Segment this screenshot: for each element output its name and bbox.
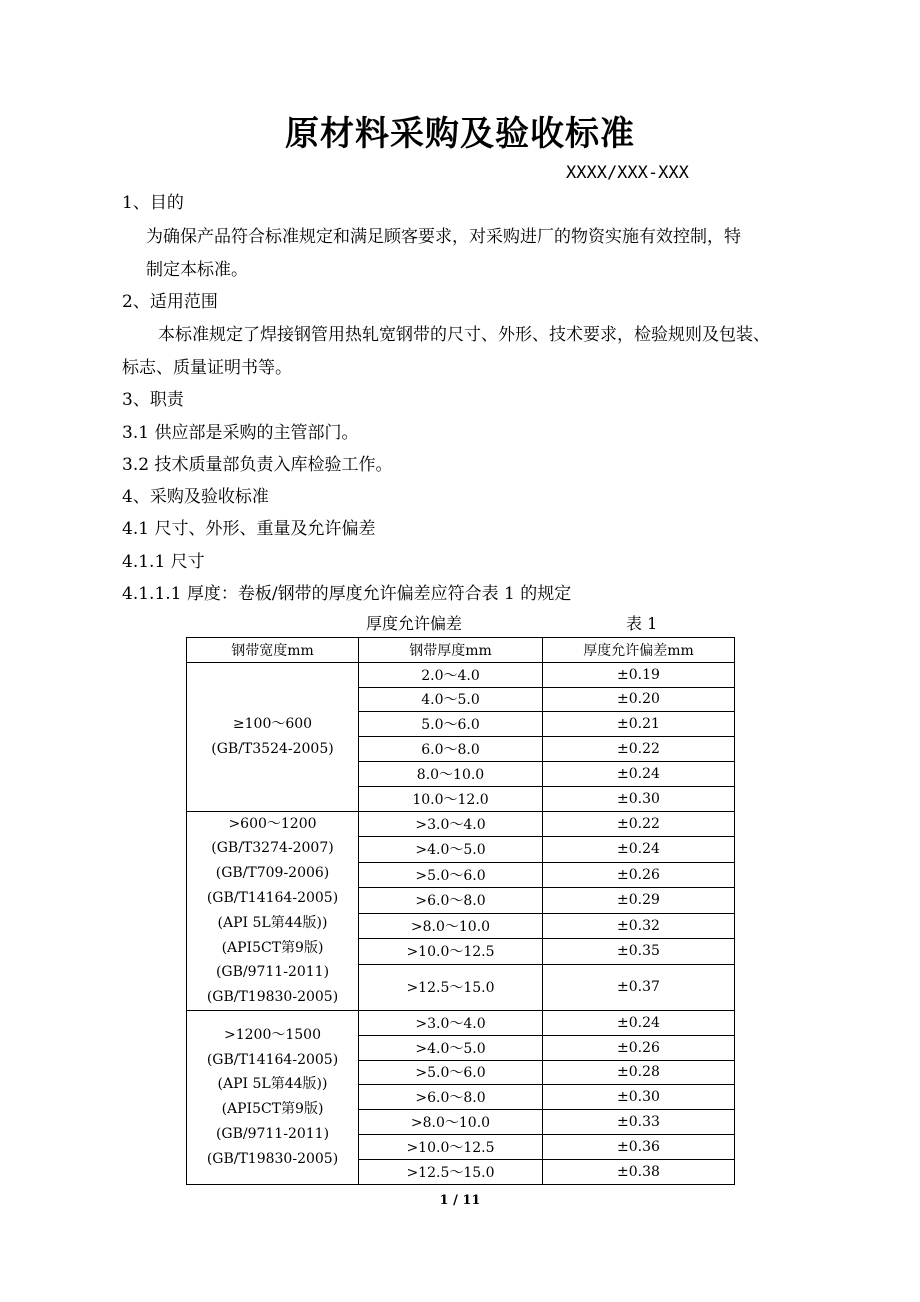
section-4-1-1: 4.1.1 尺寸 (122, 552, 205, 572)
thickness-cell: >5.0～6.0 (359, 862, 543, 888)
page-indicator: 1 / 11 (439, 1193, 481, 1208)
table-row (187, 1010, 735, 1035)
width-line: >600～1200 (228, 815, 317, 832)
width-line: (GB/T14164-2005) (206, 889, 339, 906)
thickness-cell: >3.0～4.0 (359, 811, 543, 837)
table-caption: 厚度允许偏差 (366, 614, 463, 633)
section-2-heading: 2、适用范围 (122, 292, 218, 312)
header-tolerance: 厚度允许偏差mm (543, 638, 735, 663)
section-3-heading: 3、职责 (122, 390, 184, 410)
section-2-body-line1: 本标准规定了焊接钢管用热轧宽钢带的尺寸、外形、技术要求，检验规则及包装、 (158, 325, 770, 345)
tolerance-table (186, 637, 735, 1185)
tolerance-cell: ±0.33 (543, 1110, 735, 1135)
section-1-body-line2: 制定本标准。 (146, 260, 248, 280)
width-line: (API 5L第44版)) (217, 1076, 328, 1093)
width-cell-group-2 (187, 811, 359, 1010)
width-line: (API5CT第9版) (221, 1101, 324, 1118)
tolerance-cell: ±0.22 (543, 737, 735, 762)
thickness-cell: >12.5～15.0 (359, 964, 543, 1010)
tolerance-cell: ±0.21 (543, 712, 735, 737)
width-line: (GB/T709-2006) (215, 865, 330, 882)
thickness-cell: >6.0～8.0 (359, 888, 543, 914)
tolerance-cell: ±0.37 (543, 964, 735, 1010)
section-1-body-line1: 为确保产品符合标准规定和满足顾客要求，对采购进厂的物资实施有效控制，特 (146, 227, 741, 247)
tolerance-cell: ±0.35 (543, 939, 735, 965)
header-thickness: 钢带厚度mm (359, 638, 543, 663)
thickness-cell: >6.0～8.0 (359, 1085, 543, 1110)
thickness-cell: >8.0～10.0 (359, 1110, 543, 1135)
table-row (187, 811, 735, 837)
width-line: (API 5L第44版)) (217, 914, 328, 931)
section-2-body-line2: 标志、质量证明书等。 (122, 358, 292, 378)
width-line: (GB/9711-2011) (215, 1126, 330, 1143)
section-3-2: 3.2 技术质量部负责入库检验工作。 (122, 455, 393, 475)
width-line: ≥100～600 (232, 715, 313, 732)
document-title: 原材料采购及验收标准 (285, 114, 635, 154)
tolerance-cell: ±0.36 (543, 1134, 735, 1159)
tolerance-cell: ±0.30 (543, 1085, 735, 1110)
table-row (187, 662, 735, 687)
width-line: >1200～1500 (224, 1026, 321, 1043)
thickness-cell: 8.0～10.0 (359, 761, 543, 786)
width-line: (GB/T14164-2005) (206, 1051, 339, 1068)
thickness-cell: >4.0～5.0 (359, 1035, 543, 1060)
thickness-cell: 5.0～6.0 (359, 712, 543, 737)
thickness-cell: 10.0～12.0 (359, 786, 543, 811)
thickness-cell: 6.0～8.0 (359, 737, 543, 762)
tolerance-cell: ±0.22 (543, 811, 735, 837)
table-header-row (187, 638, 735, 663)
tolerance-cell: ±0.19 (543, 662, 735, 687)
table-label: 表 1 (626, 614, 658, 633)
width-line: (GB/T19830-2005) (206, 989, 339, 1006)
width-line: (GB/T3524-2005) (211, 740, 334, 757)
tolerance-cell: ±0.20 (543, 687, 735, 712)
tolerance-cell: ±0.38 (543, 1159, 735, 1184)
tolerance-cell: ±0.24 (543, 837, 735, 863)
thickness-cell: 2.0～4.0 (359, 662, 543, 687)
thickness-cell: >10.0～12.5 (359, 1134, 543, 1159)
width-line: (GB/T3274-2007) (211, 840, 334, 857)
thickness-cell: 4.0～5.0 (359, 687, 543, 712)
tolerance-cell: ±0.24 (543, 761, 735, 786)
section-4-1: 4.1 尺寸、外形、重量及允许偏差 (122, 519, 376, 539)
tolerance-cell: ±0.29 (543, 888, 735, 914)
header-width: 钢带宽度mm (187, 638, 359, 663)
width-cell-group-3 (187, 1010, 359, 1184)
section-3-1: 3.1 供应部是采购的主管部门。 (122, 423, 359, 443)
tolerance-cell: ±0.24 (543, 1010, 735, 1035)
tolerance-cell: ±0.26 (543, 862, 735, 888)
thickness-cell: >4.0～5.0 (359, 837, 543, 863)
section-4-1-1-1: 4.1.1.1 厚度：卷板/钢带的厚度允许偏差应符合表 1 的规定 (122, 584, 572, 604)
thickness-cell: >3.0～4.0 (359, 1010, 543, 1035)
tolerance-cell: ±0.32 (543, 913, 735, 939)
thickness-cell: >5.0～6.0 (359, 1060, 543, 1085)
width-cell-group-1 (187, 662, 359, 811)
tolerance-cell: ±0.28 (543, 1060, 735, 1085)
tolerance-cell: ±0.26 (543, 1035, 735, 1060)
section-4-heading: 4、采购及验收标准 (122, 487, 269, 507)
width-line: (API5CT第9版) (221, 939, 324, 956)
tolerance-cell: ±0.30 (543, 786, 735, 811)
width-line: (GB/9711-2011) (215, 964, 330, 981)
document-number: XXXX/XXX-XXX (566, 163, 689, 183)
thickness-cell: >12.5～15.0 (359, 1159, 543, 1184)
section-1-heading: 1、目的 (122, 193, 184, 213)
thickness-cell: >10.0～12.5 (359, 939, 543, 965)
width-line: (GB/T19830-2005) (206, 1150, 339, 1167)
thickness-cell: >8.0～10.0 (359, 913, 543, 939)
